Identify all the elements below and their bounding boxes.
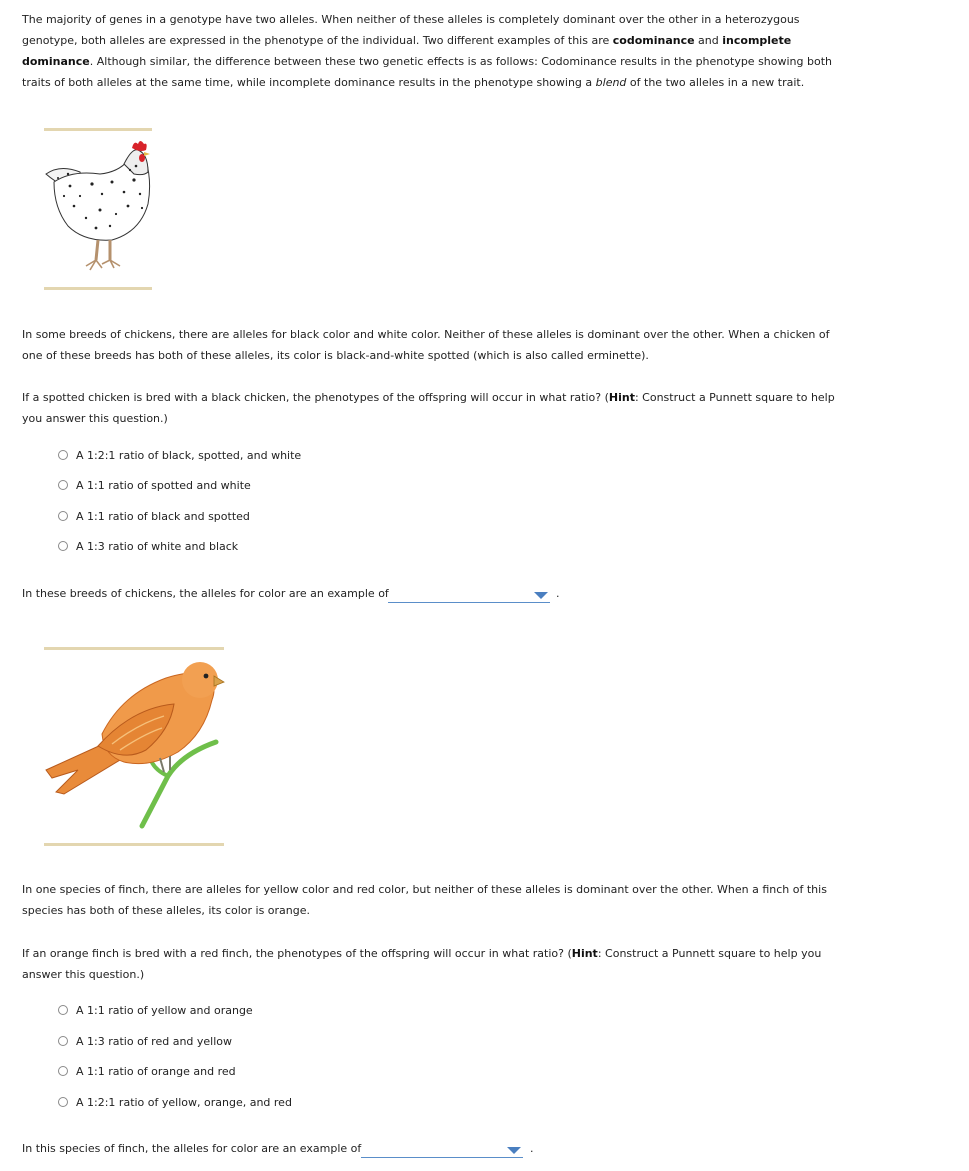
chicken-question [22,387,852,429]
chicken-option-2[interactable] [58,477,251,493]
finch-option-3[interactable] [58,1063,236,1079]
option-label: A 1:1 ratio of spotted and white [76,478,251,492]
finch-question [22,943,852,985]
finch-hint-label: Hint [571,947,598,960]
radio-button[interactable] [58,1036,68,1046]
radio-button[interactable] [58,511,68,521]
chevron-down-icon[interactable] [507,1147,521,1154]
option-label: A 1:1 ratio of black and spotted [76,509,250,523]
finch-option-2[interactable] [58,1033,232,1049]
chicken-question-hint: : Construct a Punnett square to help you answer this question.) [22,391,835,425]
chicken-fill-period: . [556,587,560,600]
finch-option-4[interactable] [58,1094,292,1110]
chicken-question-text: If a spotted chicken is bred with a black chicken, the phenotypes of the offspring will occur in what ratio? ( [22,391,609,404]
radio-button[interactable] [58,1066,68,1076]
term-blend: blend [595,76,627,89]
intro-difference-end: of the two alleles in a new trait. [626,76,805,89]
finch-fill-prompt: In this species of finch, the alleles for color are an example of [22,1142,362,1155]
intro-text: The majority of genes in a genotype have two alleles. When neither of these alleles is completely dominant over the other in a heterozygous genotype, both alleles are expressed in the phenotype of the individual. Two different examples of this are [22,13,800,47]
option-label: A 1:3 ratio of red and yellow [76,1034,233,1048]
finch-question-hint: : Construct a Punnett square to help you answer this question.) [22,947,822,981]
finch-image-top-rule [44,647,224,650]
chicken-option-4[interactable] [58,538,238,554]
intro-and: and [694,34,723,47]
option-label: A 1:2:1 ratio of black, spotted, and white [76,448,302,462]
intro-paragraph [22,9,852,93]
chicken-illustration [40,136,160,276]
intro-difference-text: Although similar, the difference between these two genetic effects is as follows: Codominance results in the phenotype showing both traits of both alleles at the same time, while incomplete dominance results in the phenotype showing a [22,55,833,89]
chicken-option-3[interactable] [58,508,250,524]
term-incomplete-dominance: incomplete dominance [22,34,792,68]
radio-button[interactable] [58,1097,68,1107]
chevron-down-icon[interactable] [534,592,548,599]
chicken-image-top-rule [44,128,152,131]
finch-option-1[interactable] [58,1002,253,1018]
finch-description: In one species of finch, there are alleles for yellow color and red color, but neither of these alleles is dominant over the other. When a finch of this species has both of these alleles, its color is orange. [22,883,827,917]
chicken-option-1[interactable] [58,447,301,463]
radio-button[interactable] [58,541,68,551]
finch-image-bottom-rule [44,843,224,846]
intro-period: . [89,55,94,68]
radio-button[interactable] [58,1005,68,1015]
chicken-fill-prompt: In these breeds of chickens, the alleles for color are an example of [22,587,389,600]
option-label: A 1:2:1 ratio of yellow, orange, and red [76,1095,292,1109]
term-codominance: codominance [612,34,695,47]
chicken-description: In some breeds of chickens, there are alleles for black color and white color. Neither of these alleles is dominant over the other. When a chicken of one of these breeds has both of these alleles, its color is black-and-white spotted (which is also called erminette). [22,328,830,362]
chicken-answer-dropdown[interactable] [388,588,550,603]
radio-button[interactable] [58,480,68,490]
chicken-image-bottom-rule [44,287,152,290]
chicken-hint-label: Hint [608,391,635,404]
finch-fill-period: . [530,1142,534,1155]
finch-illustration [42,654,228,832]
option-label: A 1:1 ratio of orange and red [76,1064,236,1078]
option-label: A 1:1 ratio of yellow and orange [76,1003,253,1017]
finch-answer-dropdown[interactable] [361,1143,523,1158]
radio-button[interactable] [58,450,68,460]
option-label: A 1:3 ratio of white and black [76,539,239,553]
finch-question-text: If an orange finch is bred with a red finch, the phenotypes of the offspring will occur in what ratio? ( [22,947,572,960]
